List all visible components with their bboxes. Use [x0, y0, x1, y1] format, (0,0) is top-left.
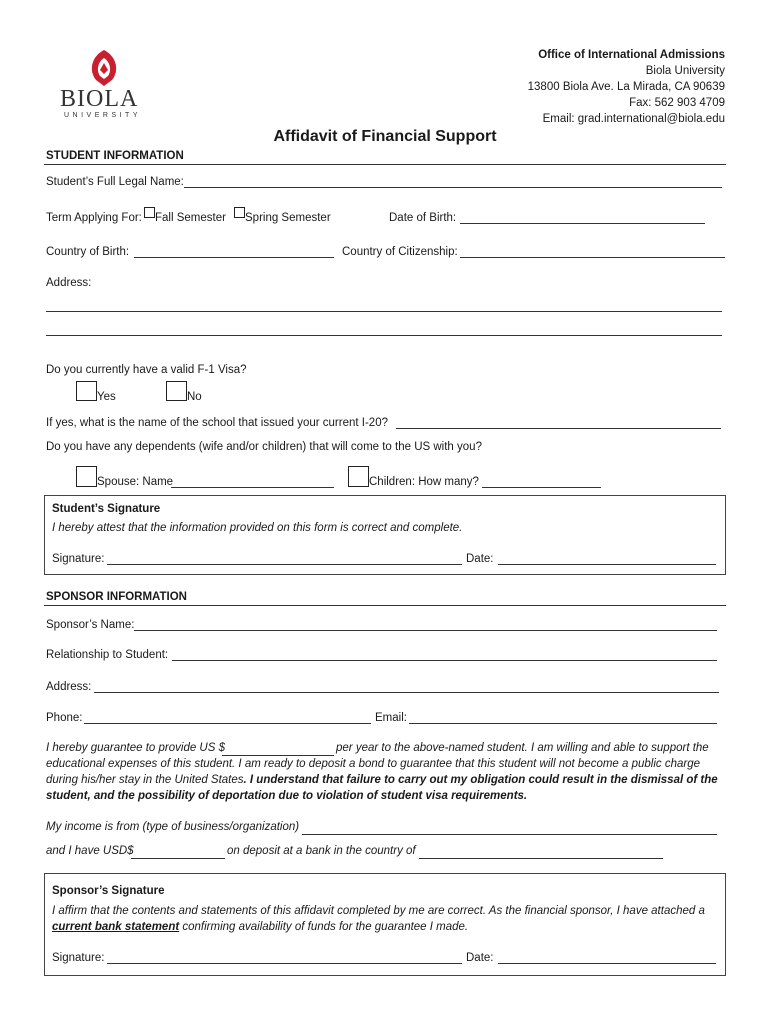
guarantee-line-4: student, and the possibility of deportation due to violation of student visa requirements. [46, 790, 528, 802]
student-signature-label: Signature: [52, 553, 105, 565]
guarantee-line-1 [46, 740, 225, 756]
country-citizenship-input[interactable] [460, 244, 725, 258]
sponsor-date-label: Date: [466, 952, 494, 964]
relationship-label: Relationship to Student: [46, 649, 169, 661]
student-date-label: Date: [466, 553, 494, 565]
student-section-rule [44, 164, 726, 165]
logo [58, 48, 150, 122]
fall-semester-label: Fall Semester [155, 212, 226, 224]
i20-question: If yes, what is the name of the school that issued your current I-20? [46, 417, 388, 429]
sponsor-name-label: Sponsor’s Name: [46, 619, 135, 631]
children-label: Children: How many? [369, 476, 479, 488]
dob-input[interactable] [460, 210, 705, 224]
phone-label: Phone: [46, 712, 83, 724]
sponsor-date-input[interactable] [498, 950, 716, 964]
logo-subname: UNIVERSITY [64, 112, 142, 119]
office-title: Office of International Admissions [538, 49, 725, 61]
guarantee-amount-input[interactable] [222, 742, 334, 756]
phone-input[interactable] [84, 710, 371, 724]
office-line: Biola University [645, 65, 725, 77]
email-label: Email: [375, 712, 407, 724]
student-signature-box [44, 495, 726, 575]
sponsor-statement-line-2 [52, 920, 468, 934]
country-citizenship-label: Country of Citizenship: [342, 246, 458, 258]
children-checkbox[interactable] [348, 466, 369, 487]
sponsor-address-input[interactable] [94, 679, 719, 693]
office-line: Fax: 562 903 4709 [629, 97, 725, 109]
student-signature-title: Student’s Signature [52, 503, 161, 515]
full-name-input[interactable] [184, 174, 722, 188]
sponsor-section-heading: SPONSOR INFORMATION [46, 591, 187, 603]
spouse-label: Spouse: Name [97, 476, 174, 488]
student-date-input[interactable] [498, 551, 716, 565]
student-address-line-1[interactable] [46, 298, 722, 312]
deposit-country-input[interactable] [419, 845, 663, 859]
guarantee-line-3-plain: during his/her stay in the United States [46, 774, 244, 786]
student-address-label: Address: [46, 277, 92, 289]
visa-yes-label: Yes [97, 391, 116, 403]
relationship-input[interactable] [172, 647, 717, 661]
sponsor-name-input[interactable] [134, 617, 717, 631]
email-input[interactable] [409, 710, 717, 724]
student-signature-input[interactable] [107, 551, 462, 565]
visa-yes-checkbox[interactable] [76, 381, 97, 401]
dependents-question: Do you have any dependents (wife and/or children) that will come to the US with you? [46, 441, 482, 453]
visa-question: Do you currently have a valid F-1 Visa? [46, 364, 247, 376]
spouse-name-input[interactable] [171, 474, 334, 488]
sponsor-signature-label: Signature: [52, 952, 105, 964]
guarantee-line-3 [46, 772, 718, 788]
visa-no-label: No [187, 391, 202, 403]
spring-semester-label: Spring Semester [245, 212, 331, 224]
sponsor-statement-rest: confirming availability of funds for the guarantee I made. [179, 921, 469, 933]
country-birth-label: Country of Birth: [46, 246, 130, 258]
income-source-input[interactable] [302, 821, 717, 835]
bank-statement-emphasis: current bank statement [52, 921, 180, 933]
guarantee-prefix: I hereby guarantee to provide US $ [46, 742, 226, 754]
office-address [528, 47, 725, 127]
visa-no-checkbox[interactable] [166, 381, 187, 401]
spouse-checkbox[interactable] [76, 466, 97, 487]
usd-suffix: on deposit at a bank in the country of [227, 845, 416, 857]
form-title: Affidavit of Financial Support [273, 128, 497, 145]
term-label: Term Applying For: [46, 212, 142, 224]
guarantee-line-3-bold: . I understand that failure to carry out my obligation could result in the dismissal of the [243, 774, 718, 786]
dob-label: Date of Birth: [389, 212, 457, 224]
usd-prefix: and I have USD$ [46, 845, 134, 857]
guarantee-suffix: per year to the above-named student. I am willing and able to support the [336, 742, 709, 754]
income-label: My income is from (type of business/organization) [46, 821, 300, 833]
student-section-heading: STUDENT INFORMATION [46, 150, 184, 162]
biola-torch-emblem-icon [84, 48, 124, 88]
sponsor-address-label: Address: [46, 681, 92, 693]
children-count-input[interactable] [482, 474, 601, 488]
spring-semester-checkbox[interactable] [234, 207, 245, 218]
student-address-line-2[interactable] [46, 322, 722, 336]
guarantee-line-2: educational expenses of this student. I am ready to deposit a bond to guarantee that this student will not become a public charge [46, 758, 701, 770]
sponsor-signature-title: Sponsor’s Signature [52, 885, 165, 897]
country-birth-input[interactable] [134, 244, 334, 258]
full-name-label: Student’s Full Legal Name: [46, 176, 184, 188]
sponsor-section-rule [44, 605, 726, 606]
sponsor-signature-box [44, 873, 726, 976]
fall-semester-checkbox[interactable] [144, 207, 155, 218]
logo-name: BIOLA [60, 86, 139, 112]
office-line: 13800 Biola Ave. La Mirada, CA 90639 [527, 81, 725, 93]
student-signature-statement: I hereby attest that the information provided on this form is correct and complete. [52, 522, 463, 534]
sponsor-statement-line-1: I affirm that the contents and statements of this affidavit completed by me are correct. As the financial sponsor, I have attached a [52, 905, 705, 917]
office-email: Email: grad.international@biola.edu [542, 113, 725, 125]
deposit-amount-input[interactable] [131, 845, 225, 859]
sponsor-signature-input[interactable] [107, 950, 462, 964]
i20-school-input[interactable] [396, 415, 721, 429]
